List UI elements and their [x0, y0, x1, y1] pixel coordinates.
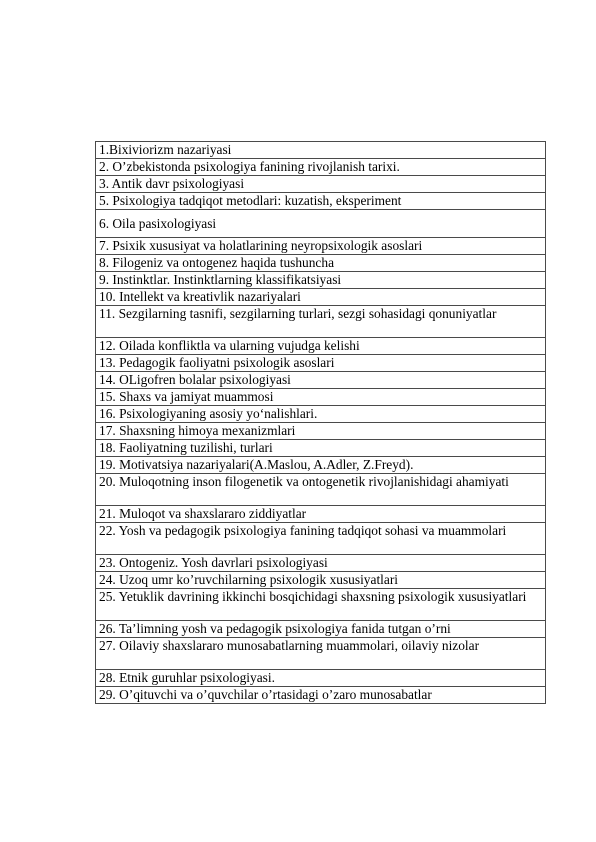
topic-cell: 12. Oilada konfliktla va ularning vujudga kelishi — [96, 338, 546, 355]
topic-row — [96, 272, 546, 289]
topic-row — [96, 423, 546, 440]
topic-row — [96, 523, 546, 555]
topic-cell: 17. Shaxsning himoya mexanizmlari — [96, 423, 546, 440]
topic-cell: 28. Etnik guruhlar psixologiyasi. — [96, 670, 546, 687]
topic-row — [96, 687, 546, 704]
topic-row — [96, 555, 546, 572]
topic-cell: 13. Pedagogik faoliyatni psixologik asoslari — [96, 355, 546, 372]
topic-row — [96, 193, 546, 210]
topic-row — [96, 176, 546, 193]
topic-row — [96, 638, 546, 670]
topic-row — [96, 474, 546, 506]
topic-cell: 9. Instinktlar. Instinktlarning klassifikatsiyasi — [96, 272, 546, 289]
topic-row — [96, 210, 546, 238]
topic-cell: 19. Motivatsiya nazariyalari(A.Maslou, A.Adler, Z.Freyd). — [96, 457, 546, 474]
topic-cell: 16. Psixologiyaning asosiy yo‘nalishlari. — [96, 406, 546, 423]
topic-cell: 27. Oilaviy shaxslararo munosabatlarning muammolari, oilaviy nizolar — [96, 638, 546, 670]
topic-row — [96, 440, 546, 457]
topic-row — [96, 289, 546, 306]
topic-cell: 26. Ta’limning yosh va pedagogik psixologiya fanida tutgan o’rni — [96, 621, 546, 638]
topic-row — [96, 238, 546, 255]
topic-cell: 5. Psixologiya tadqiqot metodlari: kuzatish, eksperiment — [96, 193, 546, 210]
topic-row — [96, 338, 546, 355]
topic-cell: 23. Ontogeniz. Yosh davrlari psixologiyasi — [96, 555, 546, 572]
topic-row — [96, 142, 546, 159]
topics-table — [95, 141, 546, 704]
topic-row — [96, 306, 546, 338]
topic-cell: 24. Uzoq umr ko’ruvchilarning psixologik xususiyatlari — [96, 572, 546, 589]
topic-row — [96, 389, 546, 406]
topic-row — [96, 406, 546, 423]
topic-cell: 11. Sezgilarning tasnifi, sezgilarning turlari, sezgi sohasidagi qonuniyatlar — [96, 306, 546, 338]
topic-row — [96, 621, 546, 638]
topic-row — [96, 506, 546, 523]
topic-row — [96, 589, 546, 621]
topics-table-body — [96, 142, 546, 704]
topic-row — [96, 355, 546, 372]
topic-cell: 18. Faoliyatning tuzilishi, turlari — [96, 440, 546, 457]
topic-cell: 25. Yetuklik davrining ikkinchi bosqichidagi shaxsning psixologik xususiyatlari — [96, 589, 546, 621]
topic-cell: 1.Bixiviorizm nazariyasi — [96, 142, 546, 159]
topics-table-wrapper — [95, 141, 546, 776]
topic-cell: 8. Filogeniz va ontogenez haqida tushuncha — [96, 255, 546, 272]
topic-row — [96, 670, 546, 687]
topic-cell: 22. Yosh va pedagogik psixologiya fanining tadqiqot sohasi va muammolari — [96, 523, 546, 555]
topic-row — [96, 457, 546, 474]
topic-row — [96, 159, 546, 176]
topic-cell: 29. O’qituvchi va o’quvchilar o’rtasidagi o’zaro munosabatlar — [96, 687, 546, 704]
topic-cell: 21. Muloqot va shaxslararo ziddiyatlar — [96, 506, 546, 523]
topic-cell: 2. O’zbekistonda psixologiya fanining rivojlanish tarixi. — [96, 159, 546, 176]
topic-cell: 20. Muloqotning inson filogenetik va ontogenetik rivojlanishidagi ahamiyati — [96, 474, 546, 506]
topic-row — [96, 572, 546, 589]
topic-cell: 10. Intellekt va kreativlik nazariyalari — [96, 289, 546, 306]
topic-row — [96, 372, 546, 389]
topic-cell: 7. Psixik xususiyat va holatlarining neyropsixologik asoslari — [96, 238, 546, 255]
topic-cell: 3. Antik davr psixologiyasi — [96, 176, 546, 193]
topic-cell: 15. Shaxs va jamiyat muammosi — [96, 389, 546, 406]
topic-row — [96, 255, 546, 272]
topic-cell: 14. OLigofren bolalar psixologiyasi — [96, 372, 546, 389]
topic-cell: 6. Oila pasixologiyasi — [96, 210, 546, 238]
